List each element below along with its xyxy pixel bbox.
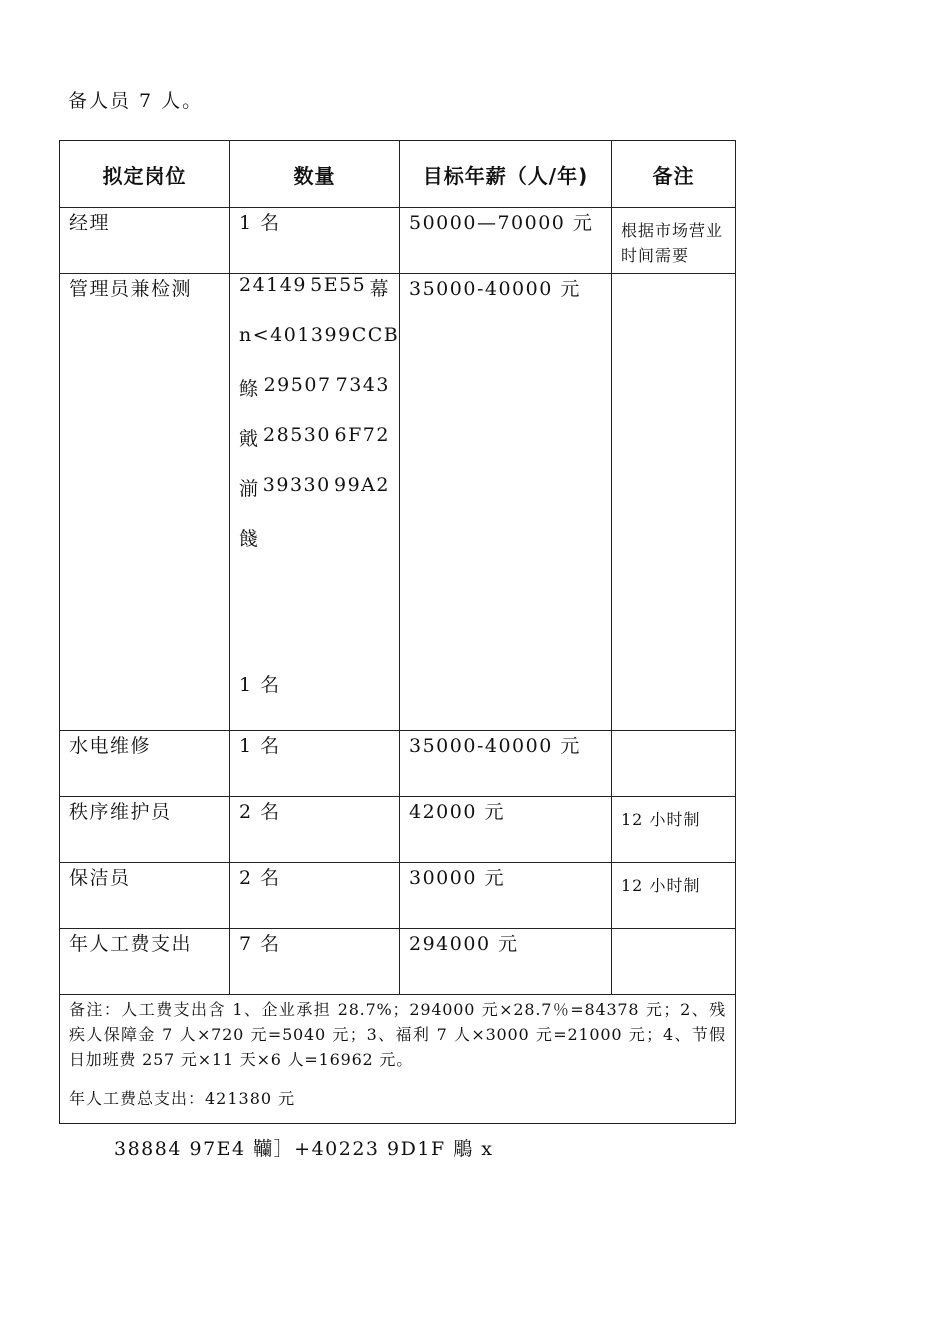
garbled-line [239,374,390,424]
count-cell: 2 名 [230,863,400,929]
header-position: 拟定岗位 [60,141,230,208]
intro-text: 备人员 7 人。 [68,90,204,112]
table-row [60,208,736,274]
count-cell: 1 名 [230,208,400,274]
position-cell: 经理 [60,208,230,274]
position-cell: 年人工费支出 [60,929,230,995]
garbled-token: 幕 [369,278,390,300]
table-row [60,797,736,863]
garbled-line [239,524,390,574]
count-cell [230,274,400,731]
garbled-token: 9CCB [338,324,400,346]
salary-cell: 35000-40000 元 [400,731,612,797]
note-cell [612,731,736,797]
position-cell: 水电维修 [60,731,230,797]
garbled-line [239,474,390,524]
table-row [60,274,736,731]
garbled-token: 湔 [239,478,260,500]
salary-cell: 294000 元 [400,929,612,995]
garbled-token: 28530 [263,424,331,446]
table-row [60,929,736,995]
count-cell: 2 名 [230,797,400,863]
position-cell: 管理员兼检测 [60,274,230,731]
salary-cell: 30000 元 [400,863,612,929]
garbled-line [239,274,390,324]
garbled-token: 29507 [263,374,332,396]
count-value: 1 名 [239,674,281,696]
header-salary: 目标年薪（人/年) [400,141,612,208]
remark-cell [60,995,736,1124]
position-cell: 秩序维护员 [60,797,230,863]
salary-cell: 35000-40000 元 [400,274,612,731]
header-count: 数量 [230,141,400,208]
salary-cell: 50000—70000 元 [400,208,612,274]
note-cell: 12 小时制 [612,797,736,863]
count-cell: 1 名 [230,731,400,797]
table-row [60,863,736,929]
staffing-table [59,140,736,1124]
garbled-token: 鲦 [239,378,260,400]
remark-text: 备注：人工费支出含 1、企业承担 28.7%；294000 元×28.7％=84378 元；2、残疾人保障金 7 人×720 元=5040 元；3、福利 7 人×3000 元=21000 元；4、节假日加班费 257 元×11 天×6 人=16962 元。 [69,1000,726,1069]
table-row [60,731,736,797]
footer-text: 38884 97E4 韊］+40223 9D1F 鵰 x [114,1138,494,1160]
header-row [60,141,736,208]
garbled-token: 戭 [239,428,260,450]
position-cell: 保洁员 [60,863,230,929]
note-cell [612,929,736,995]
garbled-token: 24149 [239,274,307,296]
garbled-token: 99A2 [334,474,390,496]
note-cell: 根据市场营业时间需要 [612,208,736,274]
count-cell: 7 名 [230,929,400,995]
garbled-line [239,424,390,474]
remark-row [60,995,736,1124]
note-cell [612,274,736,731]
total-expense: 年人工费总支出：421380 元 [69,1089,296,1108]
garbled-token: 39330 [262,474,331,496]
garbled-token: 6F72 [334,424,390,446]
garbled-token: n<40139 [239,324,339,346]
header-note: 备注 [612,141,736,208]
note-cell: 12 小时制 [612,863,736,929]
garbled-token: 7343 [335,374,390,396]
garbled-token: 5E55 [310,274,367,296]
garbled-token: 餞 [239,528,260,550]
salary-cell: 42000 元 [400,797,612,863]
garbled-line [239,324,400,374]
